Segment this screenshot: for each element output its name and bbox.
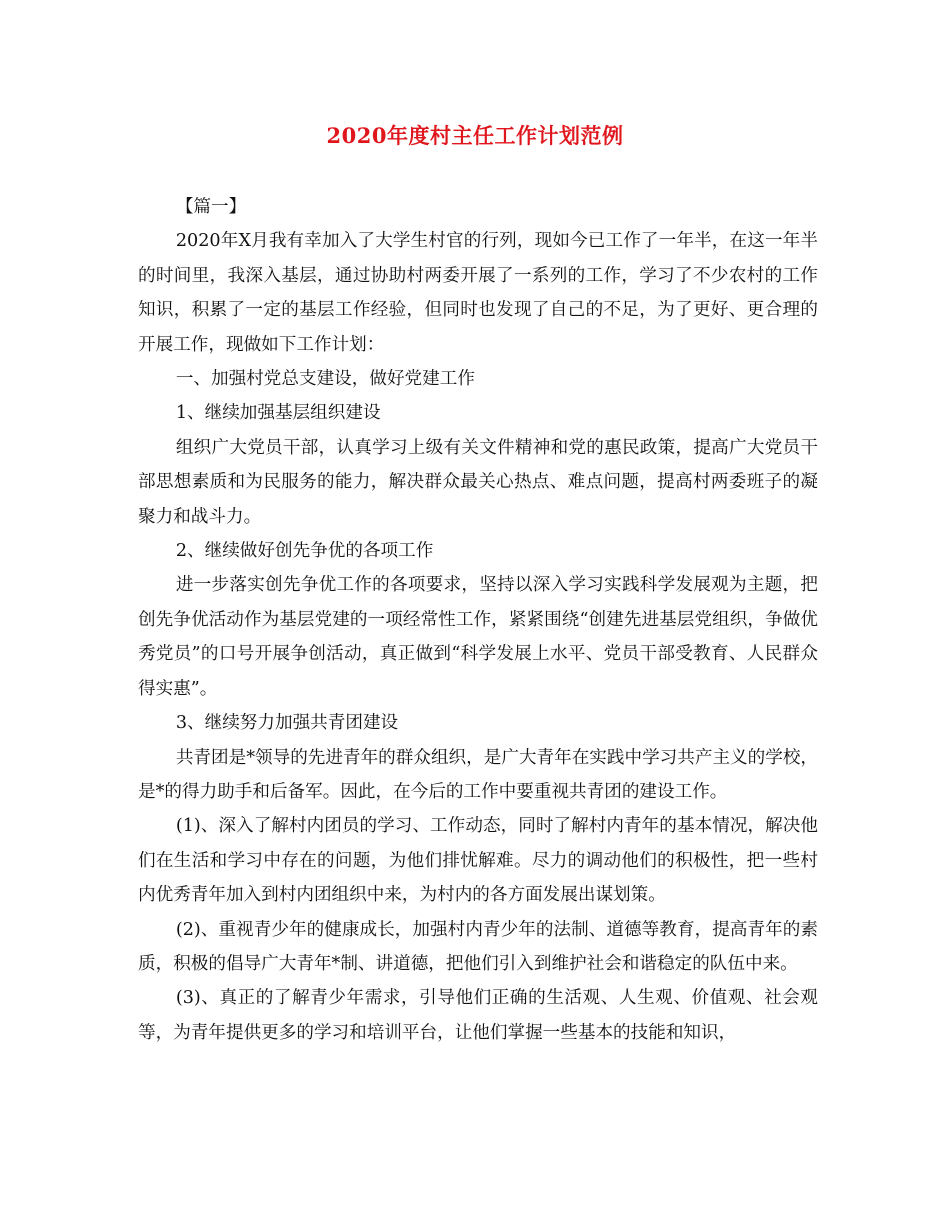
list-item-3: (3)、真正的了解青少年需求，引导他们正确的生活观、人生观、价值观、社会观等，为青年提供更多的学习和培训平台，让他们掌握一些基本的技能和知识， <box>138 988 818 1043</box>
paragraph: 共青团是*领导的先进青年的群众组织，是广大青年在实践中学习共产主义的学校，是*的得力助手和后备军。因此，在今后的工作中要重视共青团的建设工作。 <box>138 747 819 802</box>
document-title: 2020年度村主任工作计划范例 <box>326 123 624 148</box>
heading-1: 一、加强村党总支建设，做好党建工作 <box>175 369 475 390</box>
list-item-1: (1)、深入了解村内团员的学习、工作动态，同时了解村内青年的基本情况，解决他们在生活和学习中存在的问题，为他们排忧解难。尽力的调动他们的积极性，把一些村内优秀青年加入到村内团组织中来，为村内的各方面发展出谋划策。 <box>138 816 818 906</box>
paragraph: 进一步落实创先争优工作的各项要求，坚持以深入学习实践科学发展观为主题，把创先争优活动作为基层党建的一项经常性工作，紧紧围绕“创建先进基层党组织，争做优秀党员”的口号开展争创活动，真正做到“科学发展上水平、党员干部受教育、人民群众得实惠”。 <box>138 575 818 699</box>
subheading-3: 3、继续努力加强共青团建设 <box>175 713 399 734</box>
list-item-2: (2)、重视青少年的健康成长，加强村内青少年的法制、道德等教育，提高青年的素质，积极的倡导广大青年*制、讲道德，把他们引入到维护社会和谐稳定的队伍中来。 <box>138 919 818 974</box>
section-label: 【篇一】 <box>175 197 247 217</box>
subheading-2: 2、继续做好创先争优的各项工作 <box>175 541 434 562</box>
document-body <box>138 190 818 1050</box>
paragraph: 2020年X月我有幸加入了大学生村官的行列，现如今已工作了一年半，在这一年半的时间里，我深入基层，通过协助村两委开展了一系列的工作，学习了不少农村的工作知识，积累了一定的基层工作经验，但同时也发现了自己的不足，为了更好、更合理的开展工作，现做如下工作计划： <box>138 231 818 355</box>
subheading-1: 1、继续加强基层组织建设 <box>175 403 381 424</box>
paragraph: 组织广大党员干部，认真学习上级有关文件精神和党的惠民政策，提高广大党员干部思想素质和为民服务的能力，解决群众最关心热点、难点问题，提高村两委班子的凝聚力和战斗力。 <box>138 437 818 527</box>
